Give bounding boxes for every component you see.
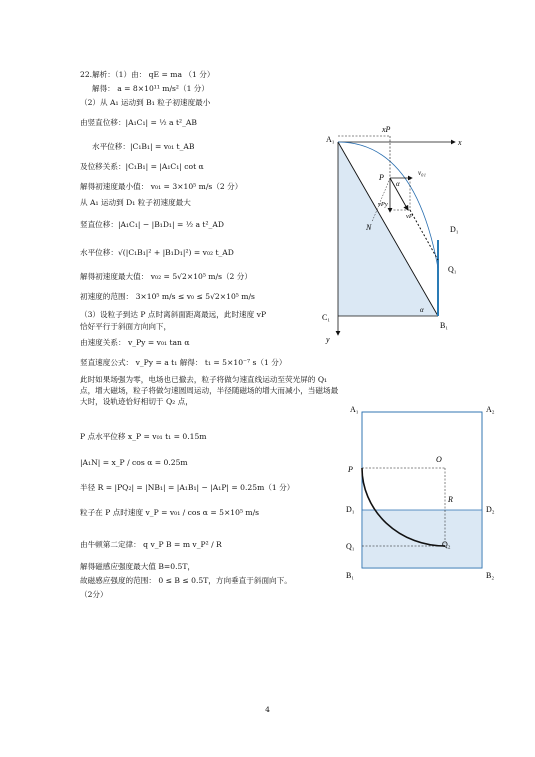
solution-line-7: 解得初速度最小值： v₀₁ = 3×10⁵ m/s（2 分）	[80, 182, 243, 191]
solution-line-13: （3）设粒子到达 P 点时离斜面距离最远，此时速度 vP	[80, 310, 267, 319]
label-q2: Q₂	[442, 540, 451, 549]
solution-line-19: |A₁N| = x_P / cos α = 0.25m	[80, 458, 188, 467]
label-n: N	[366, 223, 372, 232]
label-vpy: vPy	[378, 201, 388, 208]
label-c1: C₁	[322, 313, 331, 322]
solution-line-20: 半径 R = |PQ₂| = |NB₁| = |A₁B₁| − |A₁P| = 0.25m（1 分）	[80, 483, 295, 492]
straight-path-to-q1	[410, 210, 438, 260]
label-p: P	[348, 465, 353, 474]
label-a1: A₁	[326, 135, 335, 144]
solution-line-24: 故磁感应强度的范围： 0 ≤ B ≤ 0.5T，方向垂直于斜面向下。	[80, 576, 292, 585]
solution-line-12: 初速度的范围： 3×10⁵ m/s ≤ v₀ ≤ 5√2×10⁵ m/s	[80, 292, 255, 301]
solution-line-16: 竖直速度公式： v_Py = a t₁ 解得： t₁ = 5×10⁻⁷ s（1 分）	[80, 358, 287, 367]
label-y: y	[326, 335, 330, 344]
solution-line-6: 及位移关系：|C₁B₁| = |A₁C₁| cot α	[80, 162, 204, 171]
solution-line-9: 竖直位移：|A₁C₁| − |B₁D₁| = ½ a t²_AD	[80, 220, 224, 229]
label-x: x	[458, 138, 462, 147]
solution-line-3: （2）从 A₁ 运动到 B₁ 粒子初速度最小	[80, 98, 211, 107]
solution-line-14: 恰好平行于斜面方向向下，	[80, 322, 172, 331]
solution-line-22: 由牛顿第二定律： q v_P B = m v_P² / R	[80, 540, 222, 549]
label-v01: v₀₁	[418, 169, 426, 177]
label-o: O	[436, 455, 442, 464]
page-number: 4	[265, 705, 270, 714]
label-d1: D₁	[346, 505, 355, 514]
label-d2: D₂	[486, 505, 495, 514]
label-alpha-b: α	[420, 306, 424, 314]
solution-line-25: （2分）	[80, 590, 108, 599]
solution-line-1: 22.解析：（1）由： qE = ma （1 分）	[80, 70, 215, 79]
solution-line-8: 从 A₁ 运动到 D₁ 粒子初速度最大	[80, 198, 191, 207]
figure-1-trajectory-diagram	[320, 120, 480, 350]
label-a2: A₂	[486, 405, 495, 414]
label-r: R	[448, 495, 453, 504]
label-d1: D₁	[450, 225, 459, 234]
label-p: P	[379, 173, 384, 182]
label-b2: B₂	[486, 571, 495, 580]
solution-line-11: 解得初速度最大值： v₀₂ = 5√2×10⁵ m/s（2 分）	[80, 272, 252, 281]
solution-line-23: 解得磁感应强度最大值 B=0.5T，	[80, 562, 196, 571]
label-q1: Q₁	[346, 542, 355, 551]
solution-paragraph: 此时如果场强为零，电场也已撤去，粒子将做匀速直线运动至荧光屏的 Q₁ 点，增大磁场，粒子将做匀速圆周运动，半径随磁场的增大而减小，当磁场最大时，设轨迹恰好相切于 Q₂ 点，	[80, 375, 339, 406]
solution-line-4: 由竖直位移：|A₁C₁| = ½ a t²_AB	[80, 118, 197, 127]
label-b1: B₁	[346, 571, 355, 580]
shaded-field-region	[362, 510, 482, 568]
solution-line-18: P 点水平位移 x_P = v₀₁ t₁ = 0.15m	[80, 432, 207, 441]
label-a1: A₁	[350, 405, 359, 414]
solution-line-2: 解得： a = 8×10¹¹ m/s²（1 分）	[92, 84, 209, 93]
label-vp: vP	[406, 213, 413, 220]
solution-line-10: 水平位移：√(|C₁B₁|² + |B₁D₁|²) = v₀₂ t_AD	[80, 248, 234, 257]
figure-2-magnetic-field-diagram	[340, 400, 500, 590]
solution-line-5: 水平位移：|C₁B₁| = v₀₁ t_AB	[92, 142, 195, 151]
p-to-n-dash	[372, 178, 390, 222]
solution-line-21: 粒子在 P 点时速度 v_P = v₀₁ / cos α = 5×10⁵ m/s	[80, 508, 260, 517]
label-alpha-p: α	[396, 180, 400, 188]
label-xp: xP	[382, 125, 391, 134]
label-q1: Q₁	[448, 265, 457, 274]
solution-line-15: 由速度关系： v_Py = v₀₁ tan α	[80, 338, 190, 347]
label-b1: B₁	[440, 321, 449, 330]
